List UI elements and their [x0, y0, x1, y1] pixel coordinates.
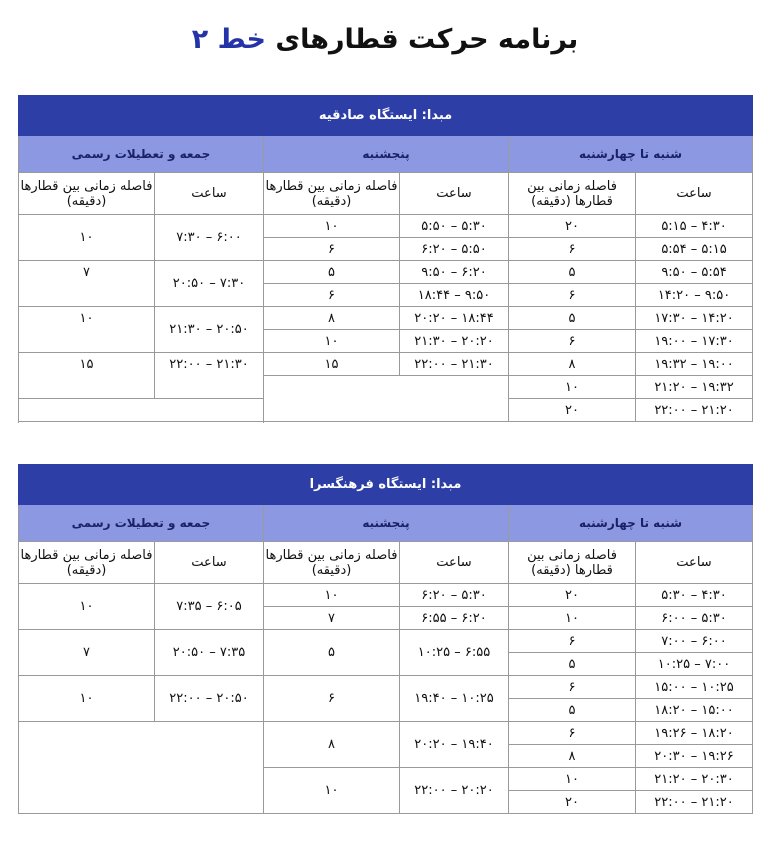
column-time: ساعت	[636, 542, 753, 584]
weekday-interval-cell: ۶	[509, 630, 636, 653]
thursday-time-cell: ۹:۵۰ – ۱۸:۴۴	[400, 284, 509, 307]
thursday-time-cell: ۶:۵۵ – ۱۰:۲۵	[400, 630, 509, 676]
thursday-time-cell: ۵:۳۰ – ۵:۵۰	[400, 215, 509, 238]
weekday-time-cell: ۲۱:۲۰ – ۲۲:۰۰	[636, 399, 753, 422]
weekday-interval-cell: ۲۰	[509, 399, 636, 422]
schedule-table-farhangsara	[18, 464, 753, 814]
friday-time-cell: ۶:۰۰ – ۷:۳۰	[155, 215, 264, 261]
weekday-interval-cell: ۲۰	[509, 791, 636, 814]
column-time: ساعت	[400, 173, 509, 215]
weekday-interval-cell: ۱۰	[509, 607, 636, 630]
thursday-interval-cell: ۱۰	[264, 768, 400, 814]
page-title	[0, 24, 770, 55]
thursday-interval-cell: ۷	[264, 607, 400, 630]
thursday-time-cell: ۲۰:۲۰ – ۲۱:۳۰	[400, 330, 509, 353]
weekday-time-cell: ۴:۳۰ – ۵:۳۰	[636, 584, 753, 607]
group-weekdays: شنبه تا چهارشنبه	[509, 136, 753, 173]
friday-time-cell: ۲۰:۵۰ – ۲۲:۰۰	[155, 676, 264, 722]
group-friday: جمعه و تعطیلات رسمی	[19, 505, 264, 542]
friday-empty-cell	[19, 722, 264, 814]
thursday-interval-cell: ۶	[264, 284, 400, 307]
weekday-interval-cell: ۸	[509, 745, 636, 768]
group-thursday: پنجشنبه	[264, 505, 509, 542]
weekday-time-cell: ۱۵:۰۰ – ۱۸:۲۰	[636, 699, 753, 722]
weekday-interval-cell: ۶	[509, 722, 636, 745]
weekday-interval-cell: ۱۰	[509, 768, 636, 791]
friday-interval-cell: ۷	[19, 261, 155, 307]
friday-time-cell: ۷:۳۰ – ۲۰:۵۰	[155, 261, 264, 307]
thursday-time-cell: ۱۸:۴۴ – ۲۰:۲۰	[400, 307, 509, 330]
weekday-time-cell: ۲۰:۳۰ – ۲۱:۲۰	[636, 768, 753, 791]
column-interval: فاصله زمانی بین قطارها (دقیقه)	[509, 542, 636, 584]
schedule-table-sadeghieh	[18, 95, 753, 422]
weekday-time-cell: ۱۹:۰۰ – ۱۹:۳۲	[636, 353, 753, 376]
weekday-interval-cell: ۱۰	[509, 376, 636, 399]
friday-time-cell: ۶:۰۵ – ۷:۳۵	[155, 584, 264, 630]
weekday-interval-cell: ۶	[509, 330, 636, 353]
origin-header: مبدا: ایستگاه فرهنگسرا	[19, 465, 753, 505]
thursday-time-cell: ۵:۵۰ – ۶:۲۰	[400, 238, 509, 261]
thursday-time-cell: ۱۹:۴۰ – ۲۰:۲۰	[400, 722, 509, 768]
weekday-time-cell: ۵:۳۰ – ۶:۰۰	[636, 607, 753, 630]
thursday-time-cell: ۶:۲۰ – ۶:۵۵	[400, 607, 509, 630]
friday-time-cell: ۲۱:۳۰ – ۲۲:۰۰	[155, 353, 264, 399]
friday-time-cell: ۲۰:۵۰ – ۲۱:۳۰	[155, 307, 264, 353]
column-interval: فاصله زمانی بین قطارها (دقیقه)	[19, 542, 155, 584]
weekday-time-cell: ۵:۱۵ – ۵:۵۴	[636, 238, 753, 261]
weekday-interval-cell: ۸	[509, 353, 636, 376]
column-interval: فاصله زمانی بین قطارها (دقیقه)	[264, 173, 400, 215]
weekday-time-cell: ۷:۰۰ – ۱۰:۲۵	[636, 653, 753, 676]
friday-interval-cell: ۷	[19, 630, 155, 676]
thursday-interval-cell: ۵	[264, 261, 400, 284]
friday-interval-cell: ۱۰	[19, 307, 155, 353]
column-time: ساعت	[155, 542, 264, 584]
weekday-interval-cell: ۶	[509, 238, 636, 261]
weekday-interval-cell: ۵	[509, 653, 636, 676]
friday-time-cell: ۷:۳۵ – ۲۰:۵۰	[155, 630, 264, 676]
origin-header: مبدا: ایستگاه صادقیه	[19, 96, 753, 136]
thursday-empty-cell	[264, 376, 509, 422]
group-weekdays: شنبه تا چهارشنبه	[509, 505, 753, 542]
thursday-interval-cell: ۱۰	[264, 330, 400, 353]
group-thursday: پنجشنبه	[264, 136, 509, 173]
weekday-time-cell: ۱۴:۲۰ – ۱۷:۳۰	[636, 307, 753, 330]
weekday-interval-cell: ۶	[509, 676, 636, 699]
weekday-interval-cell: ۵	[509, 261, 636, 284]
column-time: ساعت	[155, 173, 264, 215]
weekday-interval-cell: ۲۰	[509, 584, 636, 607]
column-interval: فاصله زمانی بین قطارها (دقیقه)	[19, 173, 155, 215]
weekday-time-cell: ۴:۳۰ – ۵:۱۵	[636, 215, 753, 238]
weekday-interval-cell: ۵	[509, 307, 636, 330]
weekday-time-cell: ۹:۵۰ – ۱۴:۲۰	[636, 284, 753, 307]
thursday-interval-cell: ۵	[264, 630, 400, 676]
weekday-time-cell: ۱۷:۳۰ – ۱۹:۰۰	[636, 330, 753, 353]
thursday-interval-cell: ۸	[264, 307, 400, 330]
friday-interval-cell: ۱۰	[19, 215, 155, 261]
weekday-time-cell: ۲۱:۲۰ – ۲۲:۰۰	[636, 791, 753, 814]
weekday-interval-cell: ۲۰	[509, 215, 636, 238]
thursday-time-cell: ۵:۳۰ – ۶:۲۰	[400, 584, 509, 607]
weekday-interval-cell: ۶	[509, 284, 636, 307]
thursday-interval-cell: ۸	[264, 722, 400, 768]
weekday-time-cell: ۱۹:۳۲ – ۲۱:۲۰	[636, 376, 753, 399]
weekday-time-cell: ۱۸:۲۰ – ۱۹:۲۶	[636, 722, 753, 745]
group-friday: جمعه و تعطیلات رسمی	[19, 136, 264, 173]
friday-interval-cell: ۱۵	[19, 353, 155, 399]
thursday-time-cell: ۲۰:۲۰ – ۲۲:۰۰	[400, 768, 509, 814]
column-interval: فاصله زمانی بین قطارها (دقیقه)	[264, 542, 400, 584]
column-time: ساعت	[636, 173, 753, 215]
friday-interval-cell: ۱۰	[19, 584, 155, 630]
weekday-time-cell: ۱۹:۲۶ – ۲۰:۳۰	[636, 745, 753, 768]
thursday-interval-cell: ۱۵	[264, 353, 400, 376]
column-interval: فاصله زمانی بین قطارها (دقیقه)	[509, 173, 636, 215]
line-number: خط ۲	[191, 24, 266, 55]
weekday-interval-cell: ۵	[509, 699, 636, 722]
thursday-interval-cell: ۱۰	[264, 584, 400, 607]
thursday-interval-cell: ۶	[264, 238, 400, 261]
thursday-time-cell: ۱۰:۲۵ – ۱۹:۴۰	[400, 676, 509, 722]
column-time: ساعت	[400, 542, 509, 584]
thursday-time-cell: ۶:۲۰ – ۹:۵۰	[400, 261, 509, 284]
thursday-time-cell: ۲۱:۳۰ – ۲۲:۰۰	[400, 353, 509, 376]
friday-empty-cell	[19, 399, 264, 422]
weekday-time-cell: ۶:۰۰ – ۷:۰۰	[636, 630, 753, 653]
page-title-text: برنامه حرکت قطارهای	[275, 24, 579, 55]
weekday-time-cell: ۱۰:۲۵ – ۱۵:۰۰	[636, 676, 753, 699]
weekday-time-cell: ۵:۵۴ – ۹:۵۰	[636, 261, 753, 284]
thursday-interval-cell: ۶	[264, 676, 400, 722]
friday-interval-cell: ۱۰	[19, 676, 155, 722]
thursday-interval-cell: ۱۰	[264, 215, 400, 238]
